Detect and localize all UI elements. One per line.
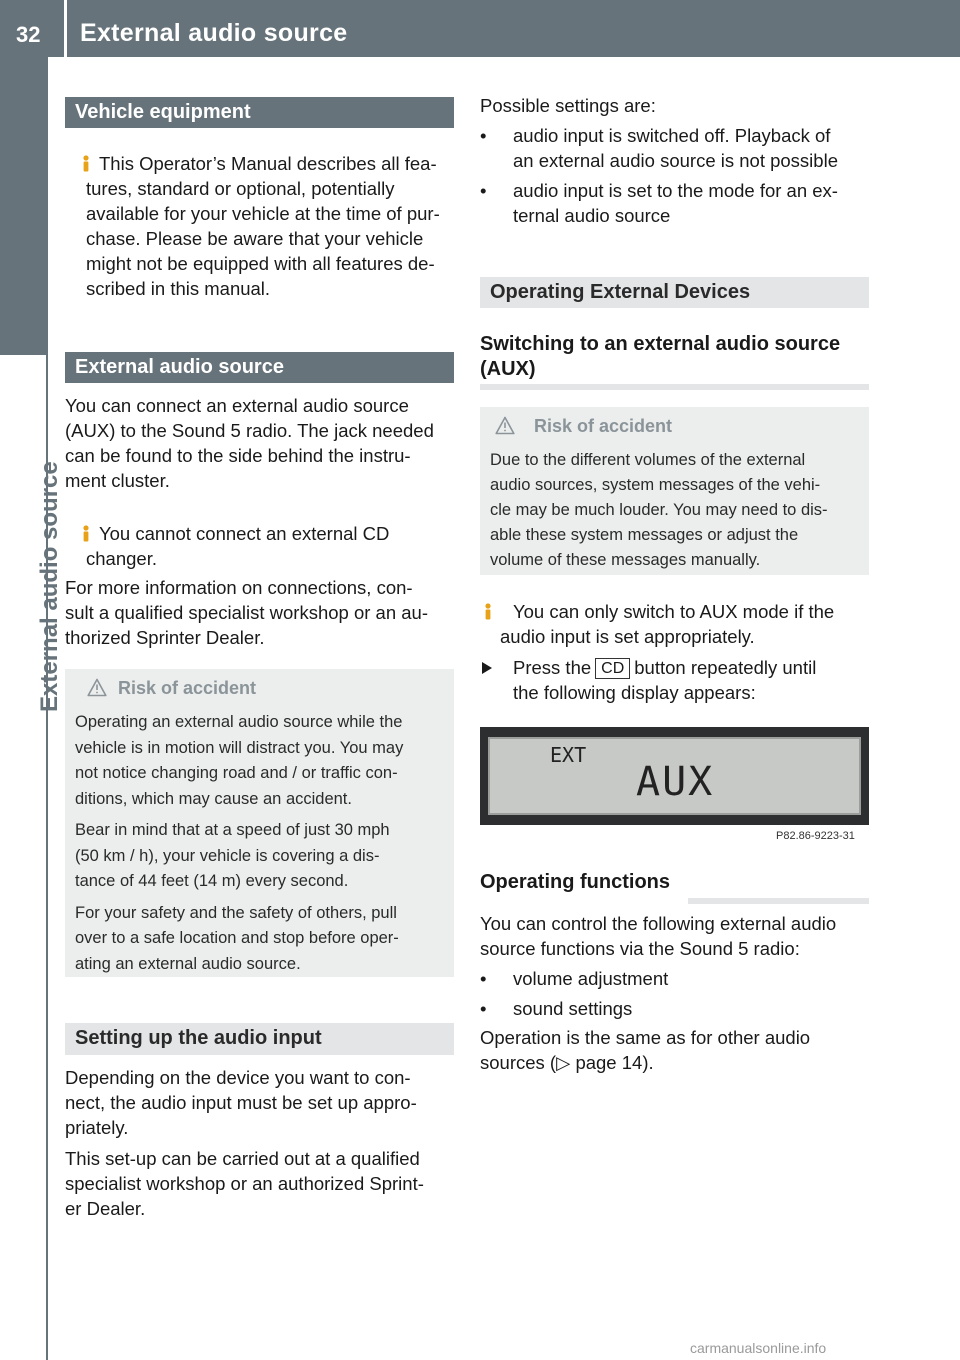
para-line: ment cluster. — [65, 470, 170, 491]
display-ext-text: EXT — [550, 743, 587, 767]
display-screen — [488, 737, 861, 815]
section-heading-vehicle-equipment: Vehicle equipment — [65, 97, 454, 128]
para-line: For more information on connections, con- — [65, 577, 413, 598]
list-item-line: an external audio source is not possible — [513, 150, 838, 171]
para-line: This set-up can be carried out at a qualified — [65, 1148, 420, 1169]
note-line: tures, standard or optional, potentially — [86, 178, 395, 199]
aux-mode-note — [480, 599, 880, 649]
warning-line: audio sources, system messages of the vehi- — [490, 476, 821, 494]
para-line: You can control the following external audio — [480, 913, 837, 934]
warning-line: Due to the different volumes of the external — [490, 451, 806, 469]
warning-line: ating an external audio source. — [75, 954, 301, 973]
section-heading-external-audio-source: External audio source — [65, 352, 454, 383]
bullet-dot: • — [480, 998, 487, 1019]
para-line: can be found to the side behind the instru- — [65, 445, 411, 466]
warning-text — [75, 710, 453, 977]
heading-rule — [480, 384, 869, 390]
para-line: Operation is the same as for other audio — [480, 1027, 811, 1048]
para-line: er Dealer. — [65, 1198, 146, 1219]
header-divider — [64, 0, 67, 57]
section-heading-setting-up: Setting up the audio input — [65, 1023, 454, 1055]
warning-line: not notice changing road and / or traffic con- — [75, 764, 398, 782]
step-text: button repeatedly until — [634, 657, 817, 678]
warning-line: tance of 44 feet (14 m) every second. — [75, 872, 349, 890]
functions-intro — [480, 911, 880, 961]
para-line: specialist workshop or an authorized Sprint- — [65, 1173, 424, 1194]
bullet-dot: • — [480, 125, 487, 146]
warning-title: Risk of accident — [534, 416, 673, 436]
bullet-dot: • — [480, 180, 487, 201]
chapter-title: External audio source — [80, 19, 348, 47]
setting-up-para — [65, 1065, 460, 1221]
step-arrow-icon — [482, 662, 492, 674]
list-item-line: audio input is set to the mode for an ex- — [513, 180, 838, 201]
subhead-line: Switching to an external audio source — [480, 333, 841, 355]
switching-heading — [480, 332, 880, 382]
warning-line: cle may be much louder. You may need to dis- — [490, 501, 828, 519]
para-line: sources (▷ page 14). — [480, 1052, 654, 1073]
image-code: P82.86-9223-31 — [776, 830, 855, 842]
list-item — [480, 996, 880, 1021]
warning-line: Operating an external audio source while the — [75, 713, 403, 731]
radio-display-image — [480, 727, 869, 825]
para-line: (AUX) to the Sound 5 radio. The jack needed — [65, 420, 434, 441]
para-line: priately. — [65, 1117, 129, 1138]
cd-button-symbol: CD — [595, 658, 630, 679]
para-line: You can connect an external audio source — [65, 395, 409, 416]
note-line: This Operator’s Manual describes all fea- — [99, 153, 437, 174]
note-line: You cannot connect an external CD — [99, 523, 390, 544]
note-line: scribed in this manual. — [86, 278, 271, 299]
operating-functions-heading: Operating functions — [480, 871, 670, 893]
para-line: source functions via the Sound 5 radio: — [480, 938, 800, 959]
warning-line: Bear in mind that at a speed of just 30 mph — [75, 821, 390, 839]
instruction-step — [480, 655, 880, 705]
display-aux-text: AUX — [636, 759, 715, 805]
note-line: You can only switch to AUX mode if the — [513, 601, 835, 622]
list-item-line: volume adjustment — [513, 968, 669, 989]
warning-line: vehicle is in motion will distract you. You may — [75, 738, 404, 757]
step-line — [480, 655, 880, 680]
page-number: 32 — [16, 22, 41, 47]
more-information-para — [65, 575, 460, 650]
warning-title: Risk of accident — [118, 678, 257, 698]
warning-triangle-icon — [87, 678, 107, 697]
warning-line: For your safety and the safety of others, pull — [75, 903, 397, 922]
list-item-line: sound settings — [513, 998, 633, 1019]
warning-triangle-icon — [495, 416, 515, 435]
operation-para — [480, 1025, 880, 1075]
note-line: chase. Please be aware that your vehicle — [86, 228, 424, 249]
list-item-line: ternal audio source — [513, 205, 671, 226]
side-chapter-label: External audio source — [36, 461, 63, 712]
list-item — [480, 123, 880, 173]
watermark: carmanualsonline.info — [690, 1340, 827, 1356]
note-line: audio input is set appropriately. — [500, 626, 755, 647]
note-line: changer. — [86, 548, 157, 569]
cd-changer-note — [65, 521, 460, 571]
warning-line: (50 km / h), your vehicle is covering a dis- — [75, 846, 380, 865]
side-tab-block — [0, 57, 46, 355]
warning-line: volume of these messages manually. — [490, 551, 761, 569]
info-icon — [79, 525, 93, 542]
subhead-line: (AUX) — [480, 358, 536, 380]
list-item — [480, 178, 880, 228]
para-line: thorized Sprinter Dealer. — [65, 627, 265, 648]
warning-line: over to a safe location and stop before oper- — [75, 929, 399, 947]
step-text: Press the — [513, 657, 592, 678]
para-line: sult a qualified specialist workshop or an au- — [65, 602, 428, 623]
list-item-line: audio input is switched off. Playback of — [513, 125, 831, 146]
info-icon — [79, 155, 93, 172]
note-line: might not be equipped with all features de- — [86, 253, 435, 274]
heading-rule — [688, 898, 869, 904]
step-line: the following display appears: — [513, 682, 756, 703]
external-audio-intro — [65, 393, 460, 493]
para-line: Depending on the device you want to con- — [65, 1067, 411, 1088]
vehicle-equipment-note — [65, 151, 460, 301]
bullet-dot: • — [480, 968, 487, 989]
list-item — [480, 966, 880, 991]
note-line: available for your vehicle at the time of pur- — [86, 203, 440, 224]
possible-settings-label: Possible settings are: — [480, 95, 656, 116]
warning-line: able these system messages or adjust the — [490, 526, 799, 544]
section-heading-operating-external-devices: Operating External Devices — [480, 277, 869, 308]
warning-text — [490, 448, 868, 573]
para-line: nect, the audio input must be set up appro- — [65, 1092, 417, 1113]
info-icon — [481, 603, 495, 620]
warning-line: ditions, which may cause an accident. — [75, 789, 352, 808]
